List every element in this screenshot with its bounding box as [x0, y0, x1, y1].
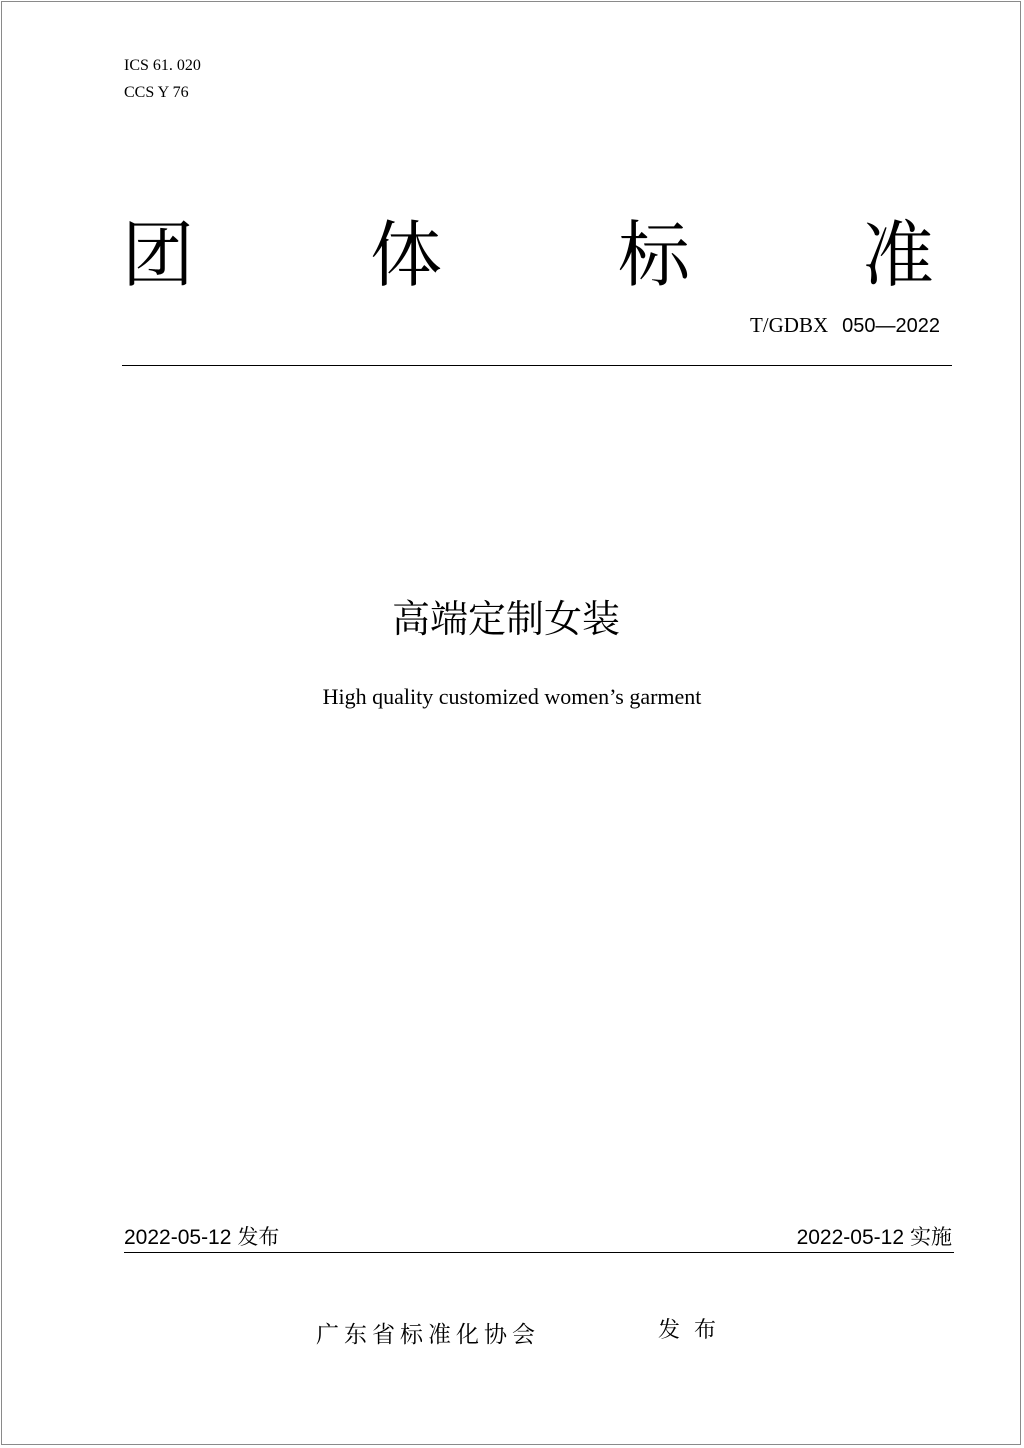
publisher-name: 广东省标准化协会 [316, 1322, 540, 1348]
document-title-chinese: 高端定制女装 [391, 597, 620, 641]
doc-type-char-1: 团 [122, 213, 195, 297]
classification-codes [124, 52, 201, 106]
bottom-divider [124, 1252, 954, 1253]
document-title-english: High quality customized women’s garment [322, 684, 702, 709]
ics-code: ICS 61. 020 [124, 57, 201, 74]
publish-date: 2022-05-12 [124, 1226, 232, 1249]
publisher-action: 发布 [658, 1318, 731, 1343]
publish-date-block [124, 1222, 279, 1253]
top-divider [122, 365, 952, 366]
dates-row [124, 1222, 952, 1252]
standard-number-value: 050—2022 [842, 315, 940, 337]
doc-type-char-3: 标 [618, 213, 691, 297]
doc-type-char-2: 体 [370, 213, 443, 297]
standard-number [750, 312, 940, 339]
document-type-heading [122, 210, 950, 300]
implement-label: 实施 [910, 1225, 952, 1249]
standard-number-prefix: T/GDBX [749, 313, 829, 337]
doc-type-char-4: 准 [862, 213, 935, 297]
ccs-code: CCS Y 76 [124, 84, 189, 101]
implement-date: 2022-05-12 [796, 1226, 904, 1249]
implement-date-block [797, 1222, 952, 1253]
publish-label: 发布 [237, 1225, 280, 1249]
